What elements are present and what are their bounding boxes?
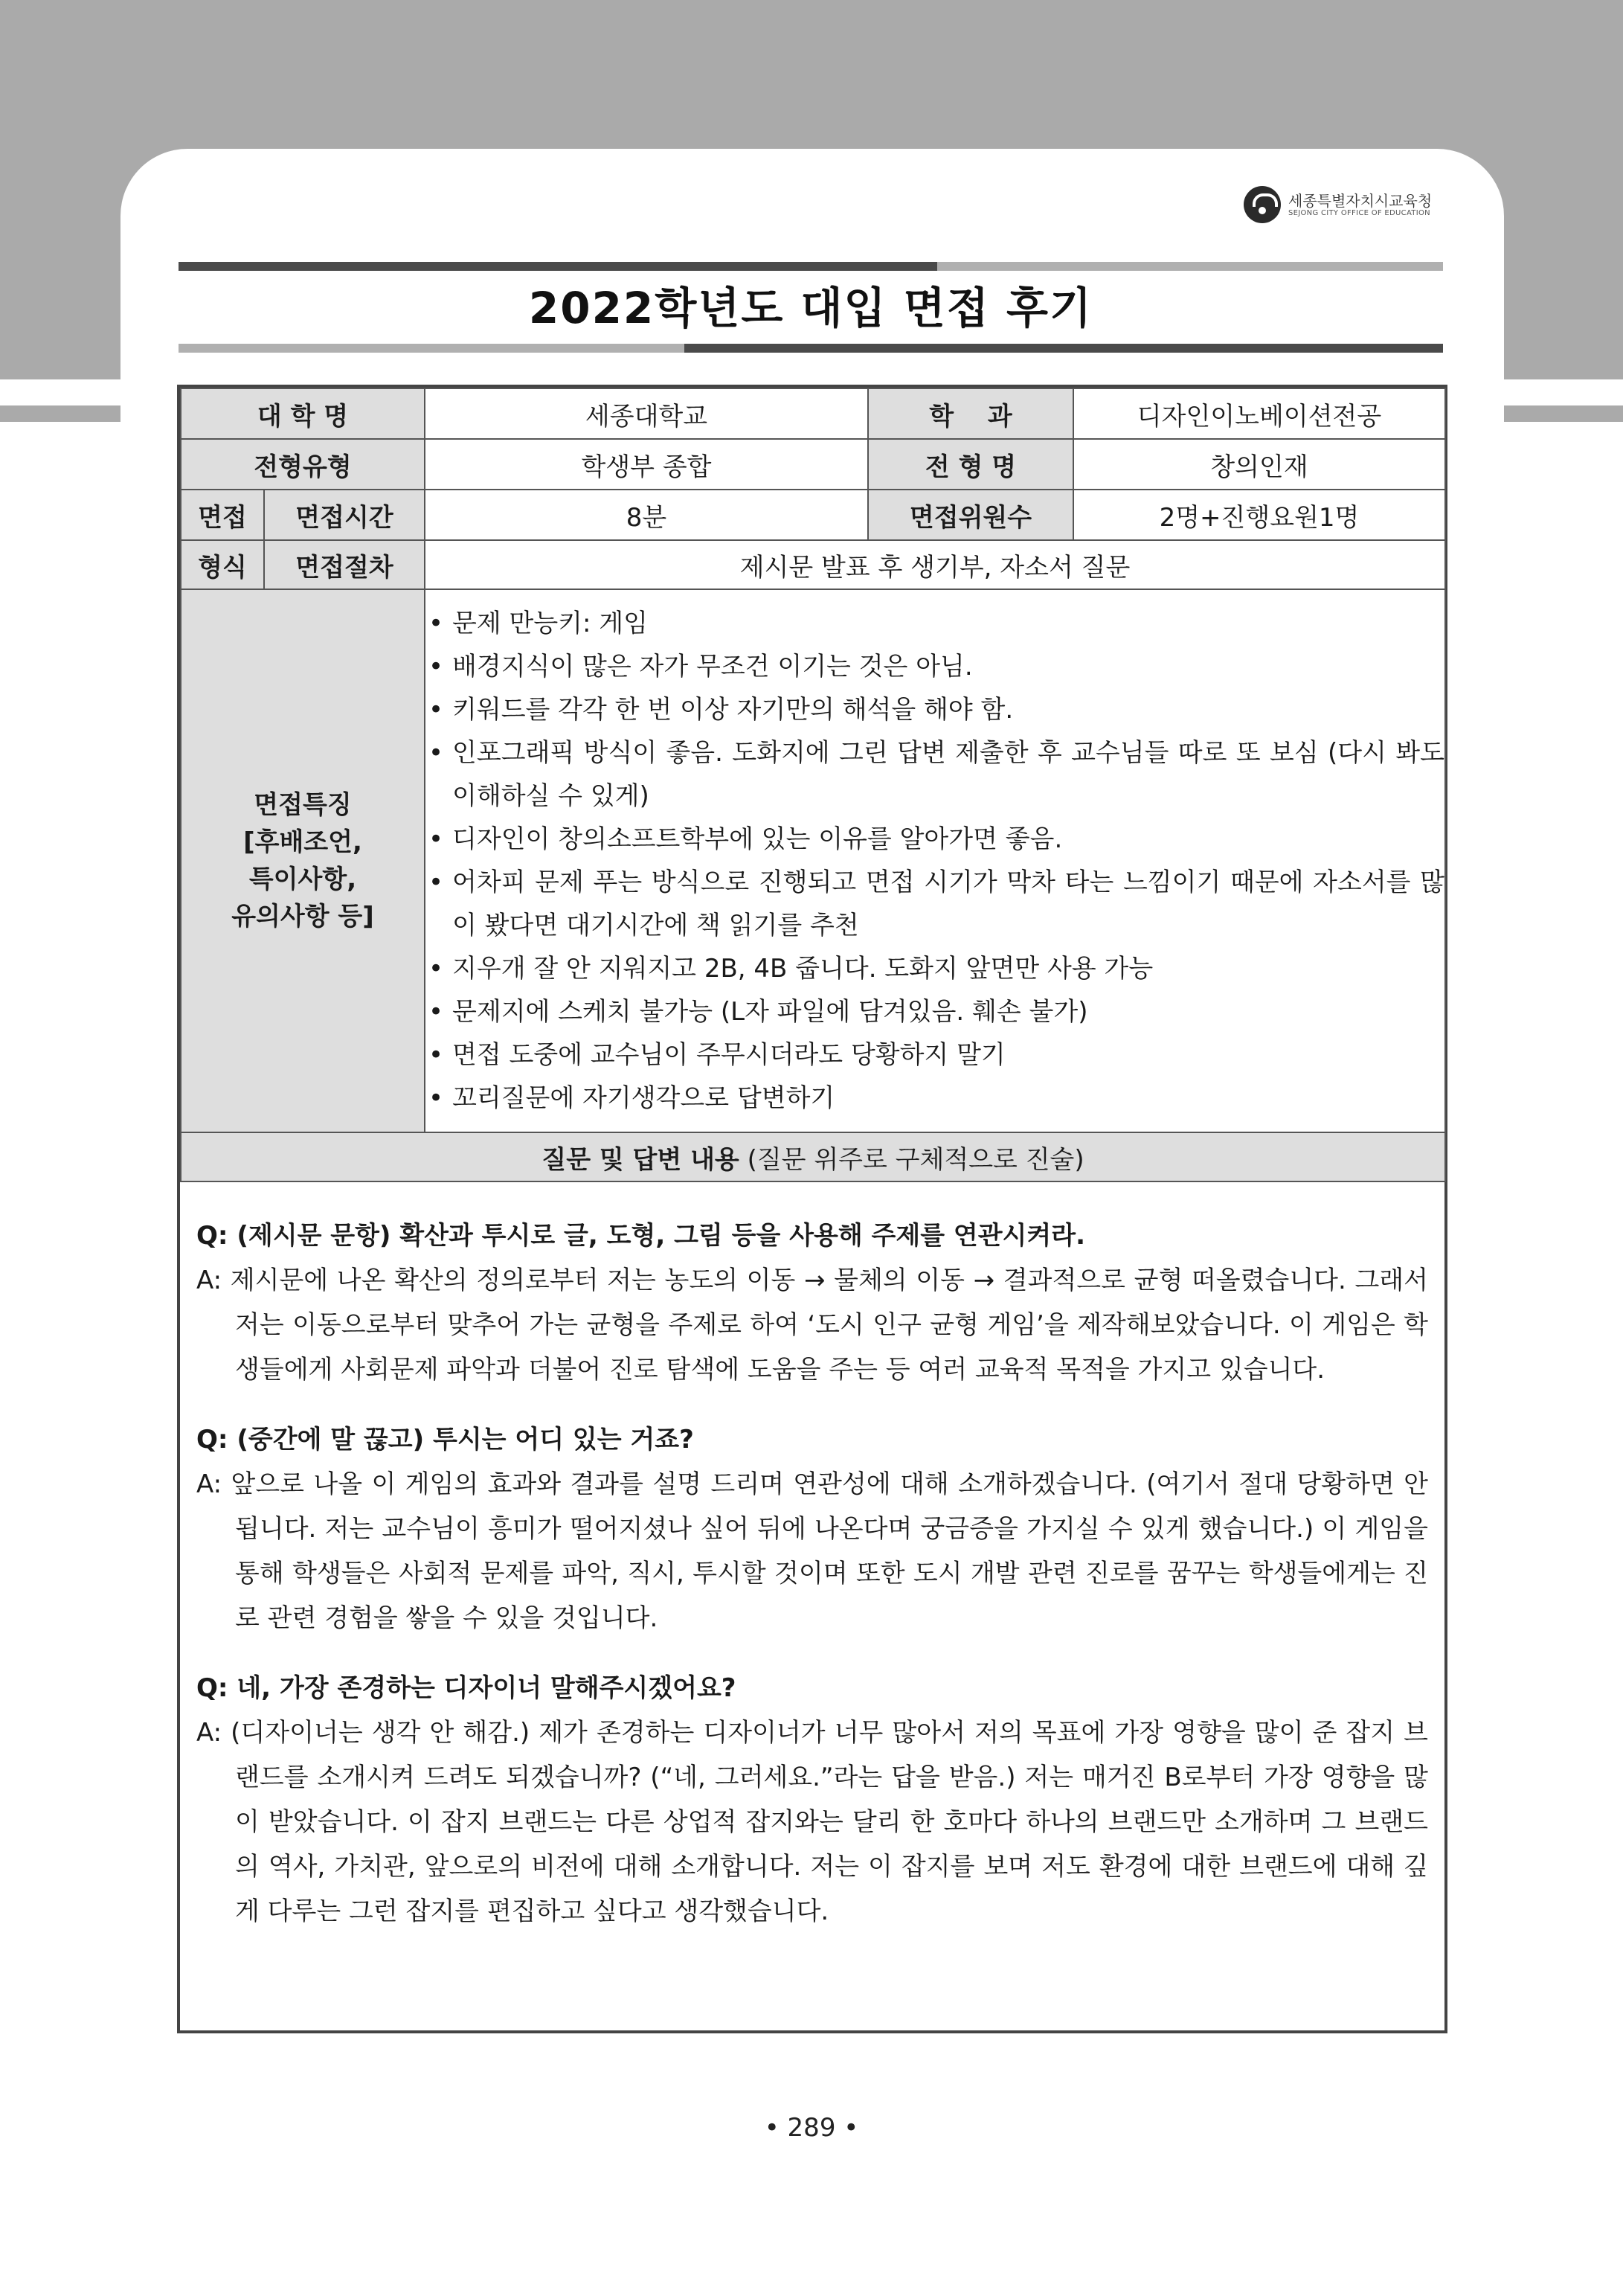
features-list [425,602,1444,1120]
answer-text: A: 앞으로 나올 이 게임의 효과와 결과를 설명 드리며 연관성에 대해 소개하겠습니다. (여기서 절대 당황하면 안 됩니다. 저는 교수님이 흥미가 떨어지셨나 싶어 뒤에 나온다며 궁금증을 가지실 수 있게 했습니다.) 이 게임을 통해 학생들은 사회적 문제를 파악, 직시, 투시할 것이며 또한 도시 개발 관련 진로를 꿈꾸는 학생들에게는 진로 관련 경험을 쌓을 수 있을 것입니다. [196,1469,1428,1633]
features-label [181,589,425,1132]
features-label-line3: 유의사항 등] [231,902,374,931]
department-label: 학 과 [868,388,1073,439]
admission-name-value: 창의인재 [1073,439,1445,490]
feature-item: • 문제 만능키: 게임 [425,602,1444,645]
answer-text: A: (디자이너는 생각 안 해감.) 제가 존경하는 디자이너가 너무 많아서 저의 목표에 가장 영향을 많이 준 잡지 브랜드를 소개시켜 드려도 되겠습니까? (“네, 그러세요.”라는 답을 받음.) 저는 매거진 B로부터 가장 영향을 많이 받았습니다. 이 잡지 브랜드는 다른 상업적 잡지와는 달리 한 호마다 하나의 브랜드만 소개하며 그 브랜드의 역사, 가치관, 앞으로의 비전에 대해 소개합니다. 저는 이 잡지를 보며 저도 환경에 대한 브랜드에 대해 깊게 다루는 그런 잡지를 편집하고 싶다고 생각했습니다. [196,1718,1428,1926]
page-title: 2022학년도 대입 면접 후기 [528,283,1093,333]
logo-text [1288,193,1432,217]
title-rule-top [179,262,1443,271]
committee-label: 면접위원수 [868,490,1073,540]
feature-item: • 인포그래픽 방식이 좋음. 도화지에 그린 답변 제출한 후 교수님들 따로 또 보심 (다시 봐도 이해하실 수 있게) [425,731,1444,818]
procedure-label: 면접절차 [264,540,425,589]
feature-item: • 배경지식이 많은 자가 무조건 이기는 것은 아님. [425,645,1444,688]
feature-item: • 어차피 문제 푸는 방식으로 진행되고 면접 시기가 막차 타는 느낌이기 때문에 자소서를 많이 봤다면 대기시간에 책 읽기를 추천 [425,861,1444,947]
question-text: Q: (제시문 문항) 확산과 투시로 글, 도형, 그림 등을 사용해 주제를 연관시켜라. [196,1221,1086,1251]
features-label-line2: 특이사항, [248,865,357,894]
qa-section [180,1191,1444,1934]
answer-text: A: 제시문에 나온 확산의 정의로부터 저는 농도의 이동 → 물체의 이동 → 결과적으로 균형 떠올렸습니다. 그래서 저는 이동으로부터 맞추어 가는 균형을 주제로 하여 ‘도시 인구 균형 게임’을 제작해보았습니다. 이 게임은 학생들에게 사회문제 파악과 더불어 진로 탐색에 도움을 주는 등 여러 교육적 목적을 가지고 있습니다. [196,1266,1428,1385]
admission-type-value: 학생부 종합 [425,439,868,490]
format-label-top: 면접 [181,490,264,540]
feature-item: • 면접 도중에 교수님이 주무시더라도 당황하지 말기 [425,1033,1444,1077]
qa-item [196,1213,1428,1392]
info-row-procedure [181,540,1445,589]
page-number: • 289 • [764,2113,859,2143]
info-row-university [181,388,1445,439]
university-value: 세종대학교 [425,388,868,439]
logo-english: SEJONG CITY OFFICE OF EDUCATION [1288,208,1430,217]
feature-item: • 문제지에 스케치 불가능 (L자 파일에 담겨있음. 훼손 불가) [425,990,1444,1033]
emblem-icon [1244,186,1281,223]
info-row-time [181,490,1445,540]
side-rule-right [1504,405,1623,422]
feature-item: • 꼬리질문에 자기생각으로 답변하기 [425,1077,1444,1120]
info-row-admission [181,439,1445,490]
admission-name-label: 전 형 명 [868,439,1073,490]
qa-header-bold: 질문 및 답변 내용 [541,1144,739,1175]
committee-value: 2명+진행요원1명 [1073,490,1445,540]
office-logo [1244,185,1452,225]
info-table [180,388,1446,1182]
qa-item [196,1666,1428,1934]
qa-item [196,1417,1428,1641]
question-text: Q: 네, 가장 존경하는 디자이너 말해주시겠어요? [196,1673,736,1703]
question-text: Q: (중간에 말 끊고) 투시는 어디 있는 거죠? [196,1425,694,1455]
feature-item: • 키워드를 각각 한 번 이상 자기만의 해석을 해야 함. [425,688,1444,731]
university-label: 대 학 명 [181,388,425,439]
format-label-bottom: 형식 [181,540,264,589]
info-row-features [181,589,1445,1132]
time-label: 면접시간 [264,490,425,540]
qa-header [181,1132,1445,1181]
features-label-line1: [후배조언, [243,827,362,857]
time-value: 8분 [425,490,868,540]
side-rule-left [0,405,120,422]
title-rule-bottom [179,344,1443,353]
feature-item: • 디자인이 창의소프트학부에 있는 이유를 알아가면 좋음. [425,818,1444,861]
logo-korean: 세종특별자치시교육청 [1288,191,1433,210]
procedure-value: 제시문 발표 후 생기부, 자소서 질문 [425,540,1445,589]
features-label-title: 면접특징 [254,790,352,820]
department-value: 디자인이노베이션전공 [1073,388,1445,439]
interview-review-box [177,385,1447,2033]
admission-type-label: 전형유형 [181,439,425,490]
features-content [425,589,1445,1132]
qa-header-row [181,1132,1445,1181]
feature-item: • 지우개 잘 안 지워지고 2B, 4B 줍니다. 도화지 앞면만 사용 가능 [425,947,1444,990]
qa-header-note: (질문 위주로 구체적으로 진술) [739,1144,1084,1175]
